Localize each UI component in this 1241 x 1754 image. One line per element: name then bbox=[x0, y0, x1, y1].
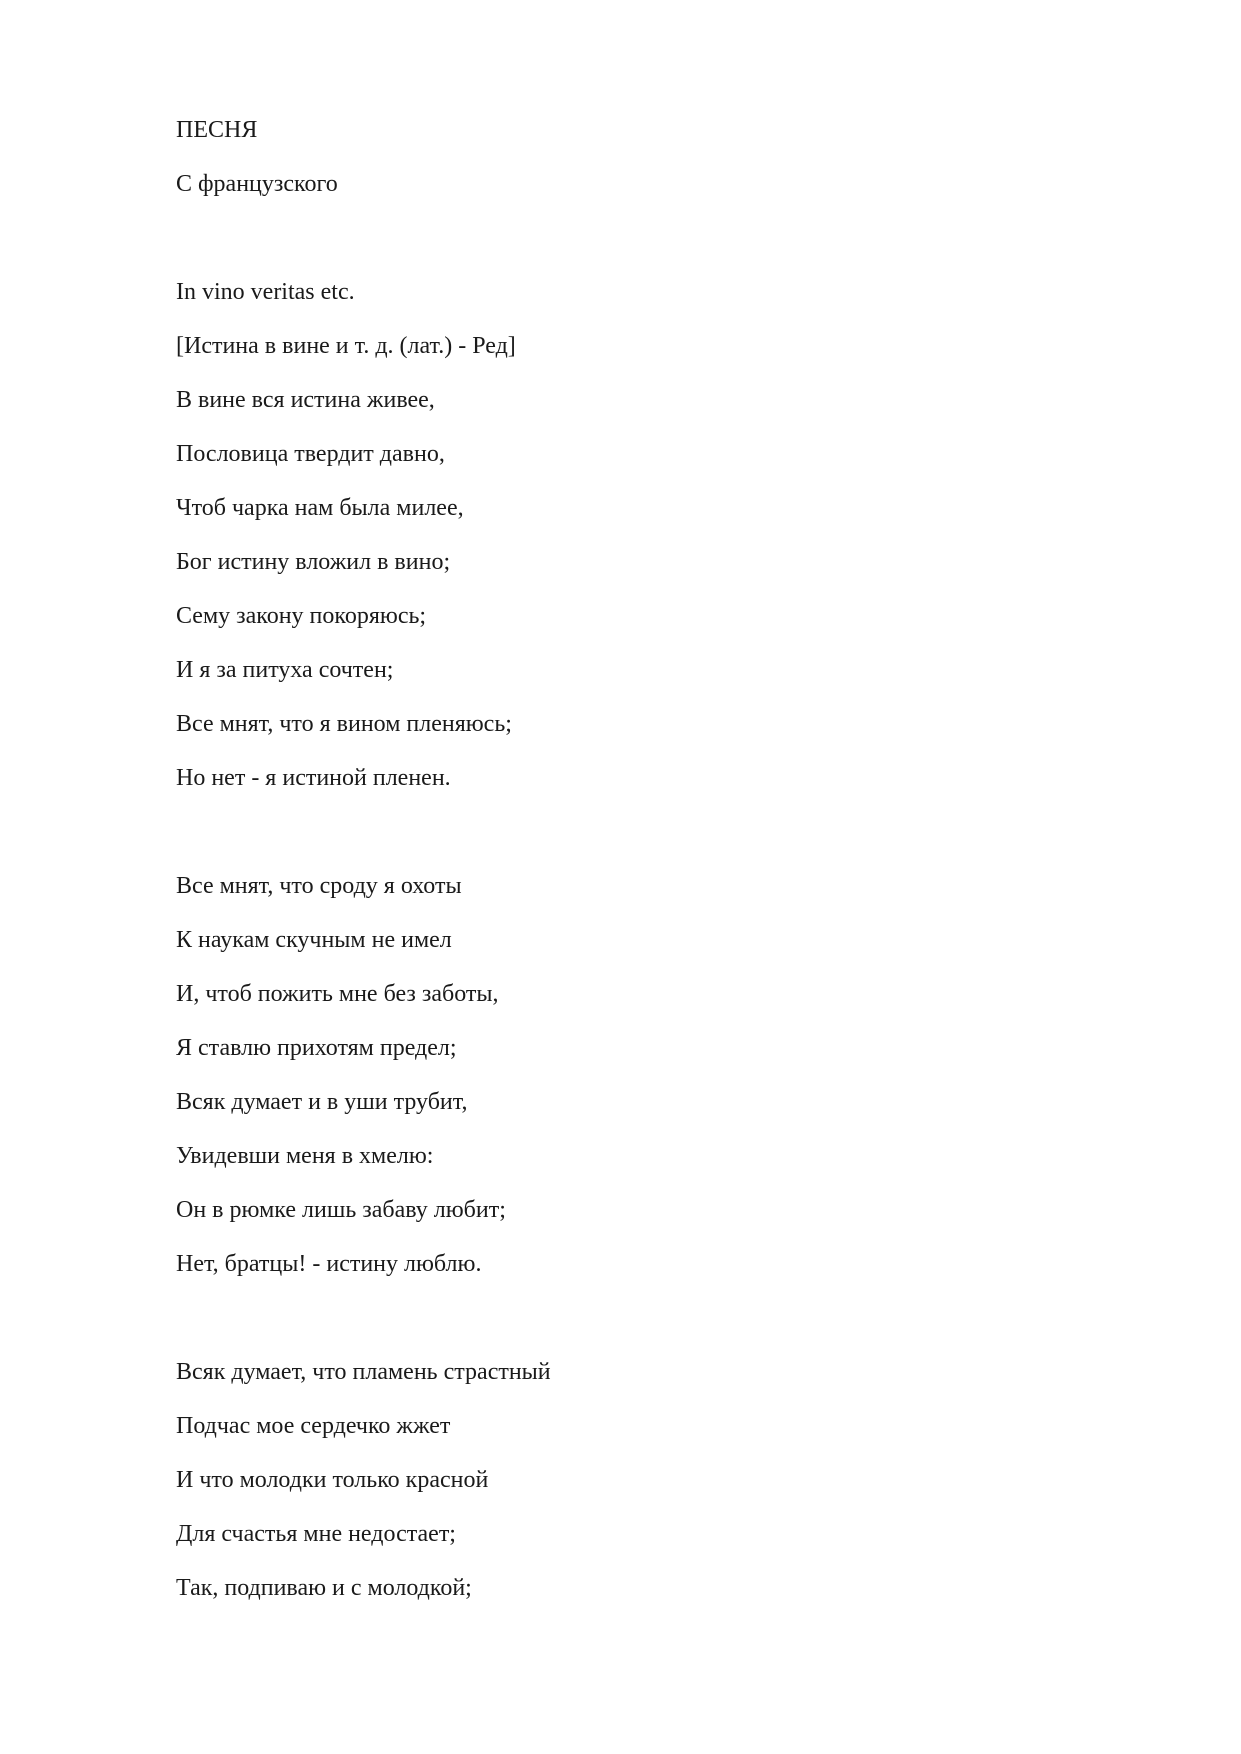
epigraph: In vino veritas etc. bbox=[176, 279, 355, 305]
poem-line: Подчас мое сердечко жжет bbox=[176, 1413, 451, 1439]
poem-line: Нет, братцы! - истину люблю. bbox=[176, 1251, 482, 1277]
poem-line: Он в рюмке лишь забаву любит; bbox=[176, 1197, 506, 1223]
poem-line: К наукам скучным не имел bbox=[176, 927, 452, 953]
poem-line: Всяк думает, что пламень страстный bbox=[176, 1359, 551, 1385]
stanza-3 bbox=[176, 1356, 1076, 1626]
poem-line: Все мнят, что сроду я охоты bbox=[176, 873, 462, 899]
blank-line bbox=[176, 816, 1076, 870]
poem-line: Чтоб чарка нам была милее, bbox=[176, 495, 464, 521]
poem-line: Я ставлю прихотям предел; bbox=[176, 1035, 457, 1061]
poem-line: Увидевши меня в хмелю: bbox=[176, 1143, 434, 1169]
poem-line: Сему закону покоряюсь; bbox=[176, 603, 427, 629]
poem-line: Пословица твердит давно, bbox=[176, 441, 445, 467]
poem-line: Все мнят, что я вином пленяюсь; bbox=[176, 711, 512, 737]
editor-note: [Истина в вине и т. д. (лат.) - Ред] bbox=[176, 333, 516, 359]
poem-text bbox=[176, 114, 1076, 1626]
poem-title: ПЕСНЯ bbox=[176, 117, 258, 143]
poem-line: Но нет - я истиной пленен. bbox=[176, 765, 451, 791]
poem-line: В вине вся истина живее, bbox=[176, 387, 435, 413]
blank-line bbox=[176, 1302, 1076, 1356]
poem-subtitle: С французского bbox=[176, 171, 338, 197]
poem-line: Так, подпиваю и с молодкой; bbox=[176, 1575, 472, 1601]
poem-line: И что молодки только красной bbox=[176, 1467, 489, 1493]
stanza-1 bbox=[176, 384, 1076, 816]
poem-line: И я за питуха сочтен; bbox=[176, 657, 394, 683]
poem-line: Для счастья мне недостает; bbox=[176, 1521, 456, 1547]
blank-line bbox=[176, 222, 1076, 276]
poem-line: И, чтоб пожить мне без заботы, bbox=[176, 981, 499, 1007]
poem-line: Всяк думает и в уши трубит, bbox=[176, 1089, 468, 1115]
stanza-2 bbox=[176, 870, 1076, 1302]
poem-line: Бог истину вложил в вино; bbox=[176, 549, 451, 575]
